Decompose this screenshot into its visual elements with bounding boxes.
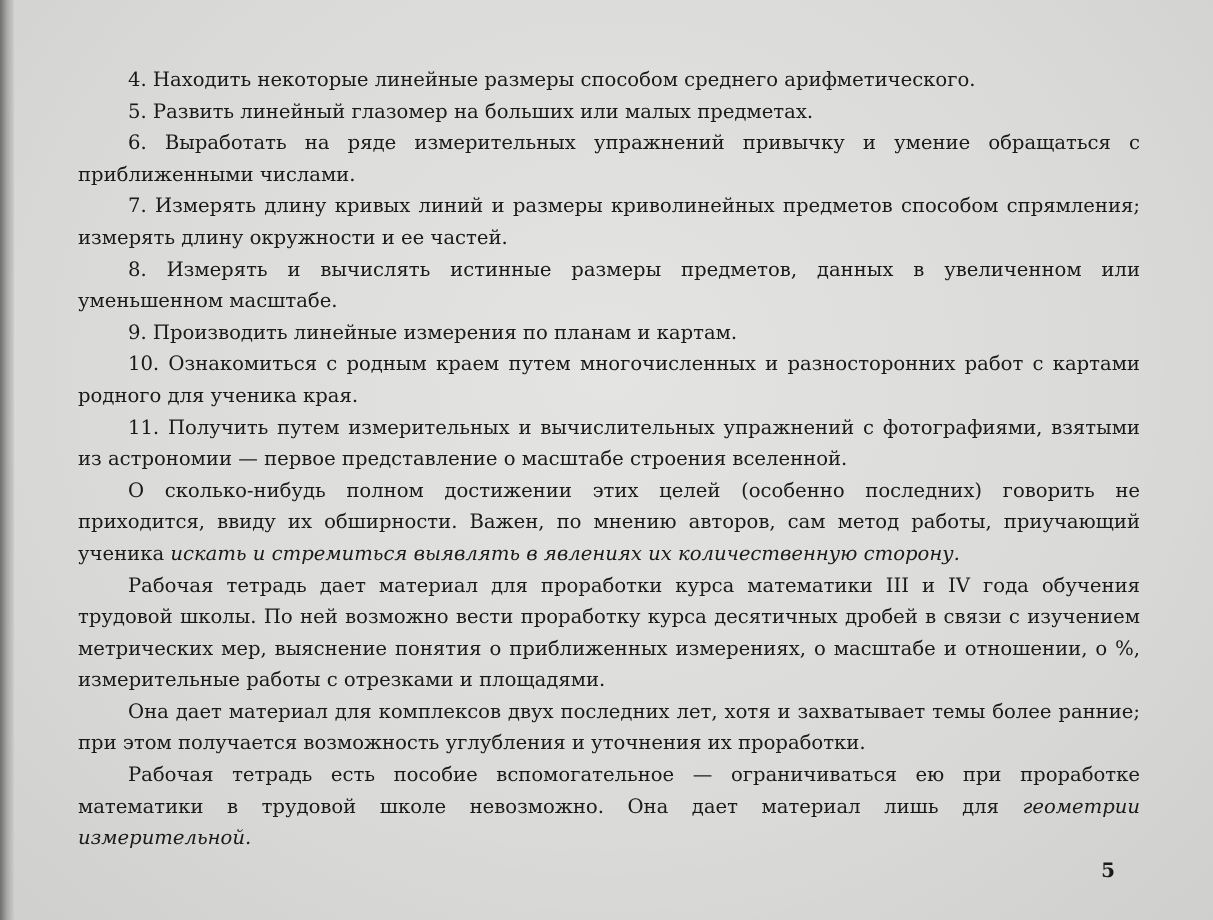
auxiliary-text: Рабочая тетрадь есть пособие вспомогательное — ограничиваться ею при проработке математики в трудовой школе невозможно. Она дает материал лишь для (78, 763, 1140, 818)
workbook-paragraph: Рабочая тетрадь дает материал для проработки курса математики III и IV года обучения трудовой школы. По ней возможно вести проработку курса десятичных дробей в связи с изучением метрических мер, выяснение понятия о приближенных измерениях, о масштабе и отношении, о %, измерительные работы с отрезками и площадями. (78, 573, 1140, 692)
page-body-text (78, 64, 1140, 854)
list-item-5: 5. Развить линейный глазомер на больших или малых предметах. (128, 99, 814, 123)
list-item-11: 11. Получить путем измерительных и вычислительных упражнений с фотографиями, взятыми из астрономии — первое представление о масштабе строения вселенной. (78, 415, 1140, 471)
list-item-9: 9. Производить линейные измерения по планам и картам. (128, 320, 738, 344)
goals-italic-text: искать и стремиться выявлять в явлениях их количественную сторону. (170, 541, 960, 565)
auxiliary-italic-text: геометрии измерительной. (78, 794, 1140, 850)
auxiliary-paragraph (78, 759, 1140, 854)
goals-paragraph (78, 475, 1140, 570)
list-item-6: 6. Выработать на ряде измерительных упражнений привычку и умение обращаться с приближенными числами. (78, 131, 1140, 186)
list-item-10: 10. Ознакомиться с родным краем путем многочисленных и разносторонних работ с картами родного для ученика края. (78, 352, 1140, 407)
list-item-8: 8. Измерять и вычислять истинные размеры предметов, данных в увеличенном или уменьшенном масштабе. (78, 257, 1140, 313)
book-spine-shadow (0, 0, 14, 920)
list-item-7: 7. Измерять длину кривых линий и размеры криволинейных предметов способом спрямления; измерять длину окружности и ее частей. (78, 194, 1140, 249)
list-item-4: 4. Находить некоторые линейные размеры способом среднего арифметического. (128, 68, 976, 91)
page-number: 5 (1101, 858, 1115, 882)
goals-text: О сколько-нибудь полном достижении этих целей (особенно последних) говорить не приходится, ввиду их обширности. Важен, по мнению авторов, сам метод работы, приучающий ученика (78, 478, 1140, 565)
complex-paragraph: Она дает материал для комплексов двух последних лет, хотя и захватывает темы более ранние; при этом получается возможность углубления и уточнения их проработки. (78, 699, 1140, 755)
